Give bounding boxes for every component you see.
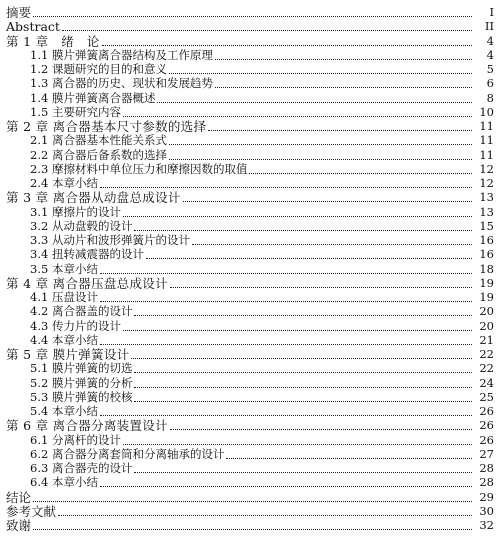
dot-leader: [123, 444, 472, 445]
toc-entry-title: 5.3 膜片弹簧的校核: [30, 389, 133, 404]
toc-entry-title: 6.1 分离杆的设计: [30, 432, 121, 447]
dot-leader: [123, 116, 472, 117]
toc-entry-page-number: 22: [479, 347, 494, 361]
toc-entry-title: 1.3 离合器的历史、现状和发展趋势: [30, 76, 213, 91]
toc-entry-page-number: 8: [486, 90, 494, 105]
dot-leader: [33, 16, 472, 17]
toc-entry-page-number: 4: [486, 33, 494, 48]
toc-entry-page-number: 20: [479, 318, 494, 333]
toc-entry-page-number: 13: [479, 204, 494, 219]
toc-entry-page-number: 26: [479, 404, 494, 418]
dot-leader: [100, 415, 472, 416]
toc-entry-page-number: 16: [479, 247, 494, 262]
toc-entry-page-number: 25: [479, 389, 494, 404]
toc-entry-title: 2.2 离合器后备系数的选择: [30, 147, 167, 162]
toc-entry-page-number: 22: [479, 361, 494, 376]
dot-leader: [170, 429, 472, 430]
dot-leader: [157, 102, 472, 103]
dot-leader: [146, 258, 472, 259]
dot-leader: [134, 372, 472, 373]
toc-entry-title: 5.4 本章小结: [30, 404, 98, 418]
toc-entry-page-number: 13: [479, 190, 494, 205]
toc-entry-page-number: 11: [479, 147, 494, 162]
dot-leader: [134, 315, 472, 316]
toc-entry-title: 3.3 从动片和波形弹簧片的设计: [30, 233, 190, 247]
toc-entry-title: 1.5 主要研究内容: [30, 104, 121, 119]
toc-entry-page-number: II: [484, 19, 494, 34]
dot-leader: [134, 401, 472, 402]
toc-entry-title: 4.1 压盘设计: [30, 290, 98, 304]
dot-leader: [123, 216, 472, 217]
toc-entry-page-number: 30: [479, 503, 494, 518]
toc-entry-title: 3.4 扭转减震器的设计: [30, 247, 144, 262]
toc-entry[interactable]: [0, 517, 500, 533]
toc-entry-page-number: 5: [486, 62, 494, 76]
toc-entry-title: 4.2 离合器盖的设计: [30, 304, 133, 319]
toc-entry-page-number: 29: [479, 489, 494, 504]
toc-entry-title: 6.2 离合器分离套筒和分离轴承的设计: [30, 446, 225, 461]
toc-entry-page-number: 10: [479, 104, 494, 119]
toc-entry-title: 第 1 章 绪 论: [6, 33, 100, 49]
toc-entry-title: 6.4 本章小结: [30, 475, 98, 490]
toc-entry-title: 结论: [6, 489, 32, 505]
toc-entry-title: 2.4 本章小结: [30, 176, 98, 190]
dot-leader: [62, 30, 472, 31]
toc-entry-page-number: 26: [479, 418, 494, 433]
dot-leader: [134, 230, 472, 231]
toc-entry-title: 第 3 章 离合器从动盘总成设计: [6, 190, 181, 206]
toc-entry-title: 2.1 离合器基本性能关系式: [30, 133, 167, 148]
toc-entry-page-number: I: [489, 5, 494, 19]
dot-leader: [134, 387, 472, 388]
toc-entry-title: 3.1 摩擦片的设计: [30, 204, 121, 219]
toc-entry-page-number: 11: [479, 133, 494, 148]
toc-entry-title: Abstract: [6, 19, 60, 35]
toc-entry-page-number: 19: [479, 290, 494, 304]
toc-entry-title: 致谢: [6, 518, 32, 533]
dot-leader: [123, 330, 472, 331]
toc-entry-title: 摘要: [6, 5, 32, 20]
dot-leader: [33, 529, 472, 530]
toc-entry-page-number: 15: [479, 218, 494, 233]
toc-entry-title: 1.4 膜片弹簧离合器概述: [30, 90, 156, 105]
toc-entry-page-number: 21: [479, 332, 494, 347]
dot-leader: [102, 45, 472, 46]
dot-leader: [100, 344, 472, 345]
dot-leader: [226, 458, 472, 459]
dot-leader: [58, 515, 472, 516]
dot-leader: [208, 130, 472, 131]
toc-entry-page-number: 28: [479, 461, 494, 475]
toc-entry-page-number: 12: [479, 161, 494, 176]
dot-leader: [100, 187, 472, 188]
dot-leader: [134, 472, 472, 473]
toc-entry-title: 第 6 章 离合器分离装置设计: [6, 418, 168, 434]
toc-entry-title: 第 5 章 膜片弹簧设计: [6, 347, 130, 362]
dot-leader: [183, 201, 472, 202]
dot-leader: [169, 73, 472, 74]
toc-entry-title: 5.2 膜片弹簧的分析: [30, 375, 133, 390]
toc-entry-page-number: 11: [479, 119, 494, 133]
toc-entry-title: 3.5 本章小结: [30, 261, 98, 276]
toc-entry-page-number: 19: [479, 275, 494, 290]
dot-leader: [100, 273, 472, 274]
toc-entry-title: 1.2 课题研究的目的和意义: [30, 62, 167, 76]
toc-entry-page-number: 28: [479, 475, 494, 490]
toc-entry-title: 1.1 膜片弹簧离合器结构及工作原理: [30, 47, 213, 62]
dot-leader: [192, 244, 472, 245]
dot-leader: [100, 301, 472, 302]
toc-entry-title: 3.2 从动盘毂的设计: [30, 218, 133, 233]
toc-entry-title: 6.3 离合器壳的设计: [30, 461, 133, 475]
toc-entry-page-number: 20: [479, 304, 494, 319]
toc-entry-title: 第 2 章 离合器基本尺寸参数的选择: [6, 119, 207, 134]
toc-entry-page-number: 18: [479, 261, 494, 276]
toc-entry-title: 参考文献: [6, 503, 57, 519]
dot-leader: [249, 173, 472, 174]
toc-entry-page-number: 32: [479, 518, 494, 532]
dot-leader: [33, 501, 472, 502]
dot-leader: [100, 486, 472, 487]
toc-entry-page-number: 12: [479, 176, 494, 190]
dot-leader: [215, 87, 472, 88]
toc-entry-page-number: 16: [479, 233, 494, 247]
dot-leader: [131, 358, 472, 359]
toc-entry-title: 5.1 膜片弹簧的切选: [30, 361, 133, 376]
toc-entry-title: 4.3 传力片的设计: [30, 318, 121, 333]
toc-entry-page-number: 4: [486, 47, 494, 62]
dot-leader: [169, 144, 472, 145]
dot-leader: [215, 59, 472, 60]
dot-leader: [170, 287, 472, 288]
toc-entry-page-number: 24: [479, 375, 494, 390]
toc-entry-page-number: 26: [479, 432, 494, 447]
toc-entry-page-number: 27: [479, 446, 494, 461]
toc-entry-page-number: 6: [486, 76, 494, 91]
dot-leader: [169, 159, 472, 160]
toc-entry-title: 4.4 本章小结: [30, 332, 98, 347]
toc-entry-title: 第 4 章 离合器压盘总成设计: [6, 275, 168, 291]
toc-entry-title: 2.3 摩擦材料中单位压力和摩擦因数的取值: [30, 161, 248, 176]
